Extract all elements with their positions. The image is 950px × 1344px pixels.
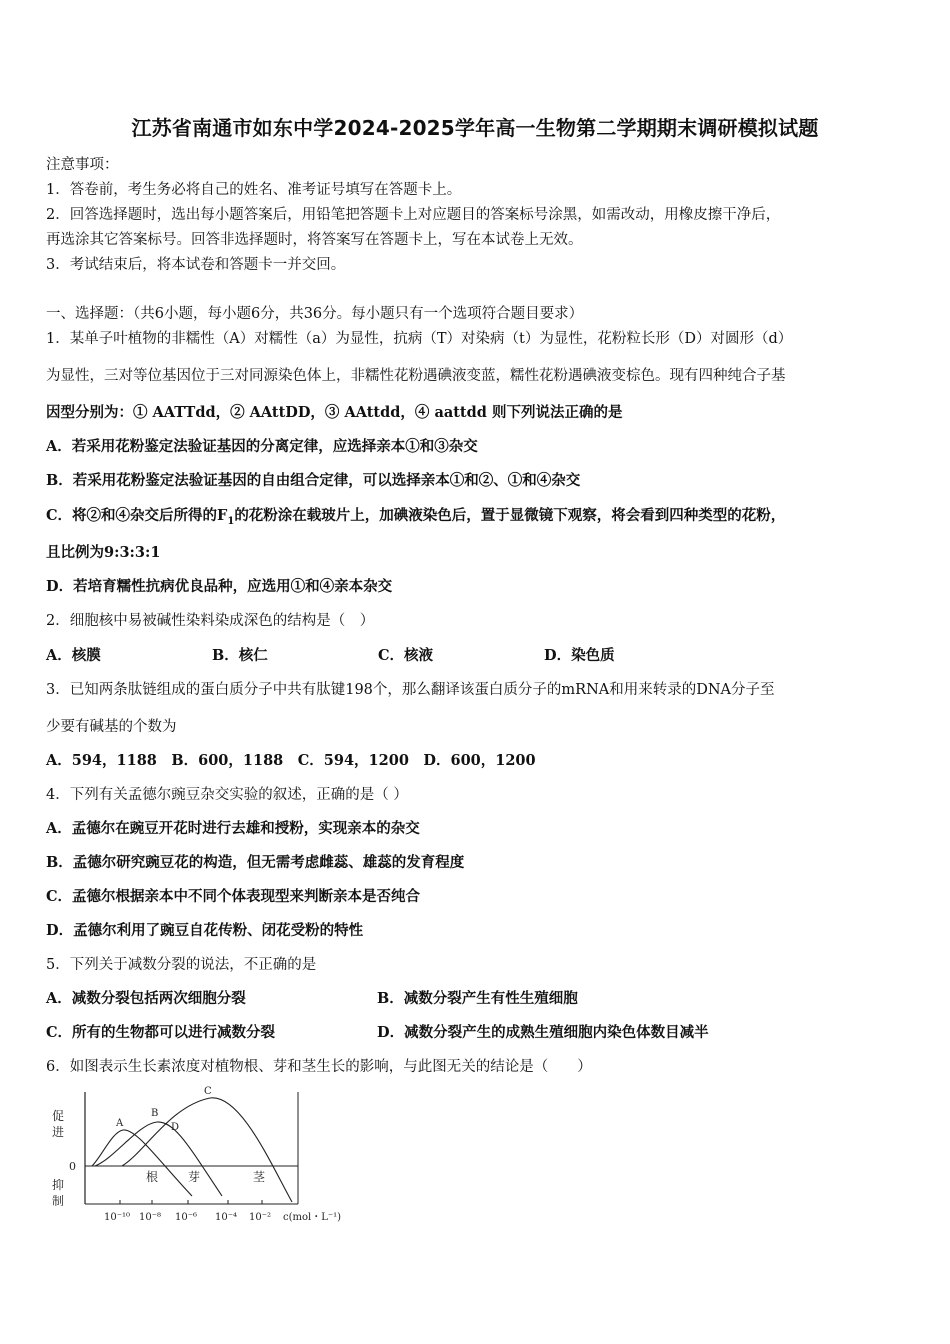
x-tick-label: 10⁻¹⁰ (104, 1212, 131, 1223)
q5-options-row2 (46, 1021, 709, 1042)
q1-option-c-part1: C．将②和④杂交后所得的F (46, 507, 228, 524)
q1-stem-line: 1．某单子叶植物的非糯性（A）对糯性（a）为显性，抗病（T）对染病（t）为显性，花粉粒长形（D）对圆形（d） (46, 331, 793, 347)
curve-root (92, 1130, 192, 1196)
q3-options: A．594，1188 B．600，1188 C．594，1200 D．600，1200 (46, 752, 536, 769)
q2-option-d: D．染色质 (544, 647, 615, 664)
q3-stem-line: 3．已知两条肽链组成的蛋白质分子中共有肽键198个，那么翻译该蛋白质分子的mRNA和用来转录的DNA分子至 (46, 682, 775, 698)
curve-label-stem: 茎 (253, 1170, 266, 1184)
page-title: 江苏省南通市如东中学2024-2025学年高一生物第二学期期末调研模拟试题 (131, 116, 819, 140)
point-label-d: D (171, 1122, 180, 1133)
q2-options (46, 644, 615, 665)
x-tick-label: 10⁻⁸ (139, 1212, 162, 1223)
curve-label-root: 根 (146, 1170, 159, 1184)
q1-option-c-subscript: 1 (227, 515, 235, 527)
point-label-b: B (151, 1108, 159, 1119)
q5-option-a: A．减数分裂包括两次细胞分裂 (46, 990, 246, 1007)
q1-option-a: A．若采用花粉鉴定法验证基因的分离定律，应选择亲本①和③杂交 (46, 438, 478, 455)
point-label-c: C (204, 1086, 212, 1097)
q1-option-b: B．若采用花粉鉴定法验证基因的自由组合定律，可以选择亲本①和②、①和④杂交 (46, 472, 581, 489)
notice-item: 1．答卷前，考生务必将自己的姓名、准考证号填写在答题卡上。 (46, 182, 462, 198)
y-label-promote-2: 进 (52, 1125, 65, 1139)
q5-option-c: C．所有的生物都可以进行减数分裂 (46, 1024, 276, 1041)
curve-label-bud: 芽 (188, 1170, 201, 1184)
q5-options-row1 (46, 987, 578, 1008)
q4-option-d: D．孟德尔利用了豌豆自花传粉、闭花受粉的特性 (46, 922, 364, 939)
q1-stem-line: 因型分别为：① AATTdd，② AAttDD，③ AAttdd，④ aattdd 则下列说法正确的是 (46, 404, 623, 421)
q4-option-b: B．孟德尔研究豌豆花的构造，但无需考虑雌蕊、雄蕊的发育程度 (46, 854, 465, 871)
y-label-inhibit-2: 制 (52, 1194, 65, 1208)
q2-option-c: C．核液 (378, 647, 434, 664)
curve-stem (122, 1098, 292, 1202)
notice-item: 2．回答选择题时，选出每小题答案后，用铅笔把答题卡上对应题目的答案标号涂黑，如需改动，用橡皮擦干净后， (46, 207, 781, 223)
x-tick-label: 10⁻⁴ (215, 1212, 238, 1223)
point-label-a: A (116, 1118, 124, 1129)
q2-option-b: B．核仁 (212, 647, 268, 664)
x-tick-label: 10⁻² (249, 1212, 272, 1223)
zero-label: 0 (69, 1160, 76, 1173)
y-label-promote-1: 促 (52, 1109, 65, 1123)
q5-option-b: B．减数分裂产生有性生殖细胞 (377, 990, 578, 1007)
section-heading: 一、选择题：（共6小题，每小题6分，共36分。每小题只有一个选项符合题目要求） (46, 306, 584, 322)
notice-item: 再选涂其它答案标号。回答非选择题时，将答案写在答题卡上，写在本试卷上无效。 (46, 232, 583, 248)
x-tick-label: 10⁻⁶ (175, 1212, 198, 1223)
notice-heading: 注意事项： (46, 157, 119, 173)
q5-option-d: D．减数分裂产生的成熟生殖细胞内染色体数目减半 (377, 1024, 709, 1041)
auxin-concentration-figure (40, 1082, 370, 1227)
q4-option-c: C．孟德尔根据亲本中不同个体表现型来判断亲本是否纯合 (46, 888, 421, 905)
q6-stem: 6．如图表示生长素浓度对植物根、芽和茎生长的影响，与此图无关的结论是（ ） (46, 1059, 592, 1075)
q2-stem: 2．细胞核中易被碱性染料染成深色的结构是（ ） (46, 613, 375, 629)
q3-stem-line: 少要有碱基的个数为 (46, 719, 177, 735)
y-label-inhibit-1: 抑 (52, 1178, 65, 1192)
q1-stem-line: 为显性，三对等位基因位于三对同源染色体上，非糯性花粉遇碘液变蓝，糯性花粉遇碘液变棕色。现有四种纯合子基 (46, 368, 786, 384)
q1-option-c-part2: 的花粉涂在载玻片上，加碘液染色后，置于显微镜下观察，将会看到四种类型的花粉， (234, 507, 786, 524)
q4-stem: 4．下列有关孟德尔豌豆杂交实验的叙述，正确的是（ ） (46, 787, 408, 803)
notice-item: 3．考试结束后，将本试卷和答题卡一并交回。 (46, 257, 346, 273)
q1-option-d: D．若培育糯性抗病优良品种，应选用①和④亲本杂交 (46, 578, 393, 595)
q2-option-a: A．核膜 (46, 647, 101, 664)
q1-option-c (46, 504, 785, 527)
q5-stem: 5．下列关于减数分裂的说法，不正确的是 (46, 957, 317, 973)
q4-option-a: A．孟德尔在豌豆开花时进行去雄和授粉，实现亲本的杂交 (46, 820, 420, 837)
x-axis-unit: c(mol・L⁻¹) (283, 1212, 342, 1223)
q1-option-c-cont: 且比例为9:3:3:1 (46, 544, 161, 561)
